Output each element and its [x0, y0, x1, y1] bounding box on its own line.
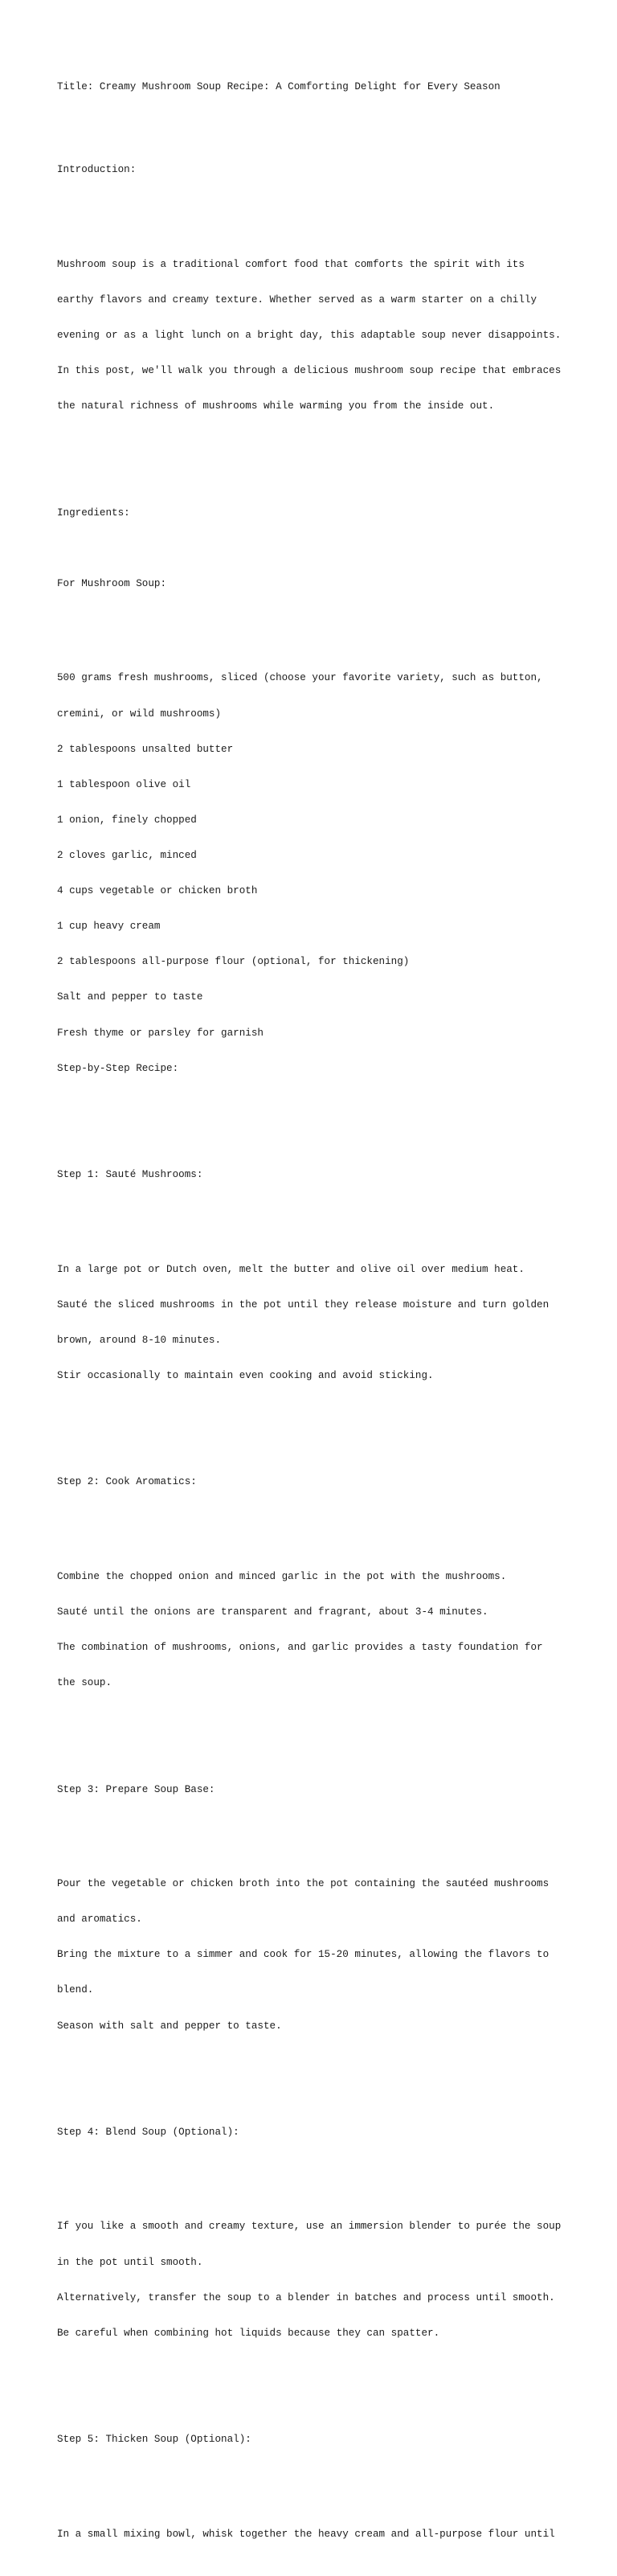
intro-line: Mushroom soup is a traditional comfort food that comforts the spirit with its [57, 258, 525, 270]
spacer [57, 543, 571, 555]
step1-line: Sauté the sliced mushrooms in the pot until they release moisture and turn golden [57, 1298, 550, 1311]
step3-line: Bring the mixture to a simmer and cook for 15-20 minutes, allowing the flavors to [57, 1949, 550, 1961]
intro-line: In this post, we'll walk you through a delicious mushroom soup recipe that embraces [57, 365, 562, 377]
step5-body [57, 2504, 571, 2564]
spacer [57, 2079, 571, 2091]
step2-line: Combine the chopped onion and minced garlic in the pot with the mushrooms. [57, 1570, 507, 1582]
step3-line: and aromatics. [57, 1914, 142, 1926]
document-title: Title: Creamy Mushroom Soup Recipe: A Comforting Delight for Every Season [57, 81, 501, 93]
step3-line: Pour the vegetable or chicken broth into the pot containing the sautéed mushrooms [57, 1878, 550, 1890]
intro-heading: Introduction: [57, 164, 137, 176]
step4-line: in the pot until smooth. [57, 2256, 203, 2268]
spacer [57, 1204, 571, 1216]
ingredient-line: 2 cloves garlic, minced [57, 850, 197, 862]
spacer [57, 2386, 571, 2398]
intro-line: the natural richness of mushrooms while warming you from the inside out. [57, 400, 495, 412]
spacer [57, 460, 571, 472]
step4-body [57, 2197, 571, 2363]
spacer [57, 117, 571, 129]
step3-heading: Step 3: Prepare Soup Base: [57, 1783, 215, 1795]
ingredient-line: Fresh thyme or parsley for garnish [57, 1027, 264, 1039]
step4-line: If you like a smooth and creamy texture, use an immersion blender to purée the soup [57, 2221, 562, 2233]
for-soup-heading: For Mushroom Soup: [57, 577, 167, 589]
step2-heading: Step 2: Cook Aromatics: [57, 1476, 197, 1488]
ingredient-line: 500 grams fresh mushrooms, sliced (choose your favorite variety, such as button, [57, 672, 543, 684]
ingredient-line: 2 tablespoons all-purpose flour (optional, for thickening) [57, 956, 410, 968]
spacer [57, 199, 571, 211]
ingredient-line: Salt and pepper to taste [57, 991, 203, 1003]
step2-body [57, 1547, 571, 1713]
spacer [57, 1819, 571, 1832]
spacer [57, 2162, 571, 2174]
spacer [57, 1122, 571, 1134]
step3-line: blend. [57, 1984, 94, 1996]
ingredient-line: cremini, or wild mushrooms) [57, 708, 222, 720]
ingredient-line: 1 onion, finely chopped [57, 814, 197, 826]
spacer [57, 1737, 571, 1749]
step4-heading: Step 4: Blend Soup (Optional): [57, 2126, 239, 2138]
step5-line: In a small mixing bowl, whisk together the heavy cream and all-purpose flour until [57, 2528, 555, 2540]
step1-line: Stir occasionally to maintain even cooking and avoid sticking. [57, 1369, 434, 1381]
intro-line: evening or as a light lunch on a bright day, this adaptable soup never disappoints. [57, 330, 562, 342]
intro-paragraph [57, 236, 571, 437]
intro-line: earthy flavors and creamy texture. Whether served as a warm starter on a chilly [57, 294, 537, 306]
step1-body [57, 1240, 571, 1405]
step1-line: brown, around 8-10 minutes. [57, 1334, 222, 1346]
step4-line: Be careful when combining hot liquids because they can spatter. [57, 2327, 440, 2339]
step3-line: Season with salt and pepper to taste. [57, 2020, 282, 2032]
ingredient-list [57, 649, 571, 1098]
step2-line: the soup. [57, 1677, 112, 1689]
step1-line: In a large pot or Dutch oven, melt the butter and olive oil over medium heat. [57, 1263, 525, 1275]
spacer [57, 1512, 571, 1524]
ingredient-line: 1 cup heavy cream [57, 921, 161, 933]
ingredients-heading: Ingredients: [57, 507, 130, 519]
spacer [57, 1429, 571, 1441]
ingredient-line: 1 tablespoon olive oil [57, 778, 191, 790]
spacer [57, 2469, 571, 2481]
step5-heading: Step 5: Thicken Soup (Optional): [57, 2434, 251, 2446]
ingredient-line: 4 cups vegetable or chicken broth [57, 885, 258, 897]
step3-body [57, 1855, 571, 2056]
step2-line: The combination of mushrooms, onions, and garlic provides a tasty foundation for [57, 1642, 543, 1654]
step1-heading: Step 1: Sauté Mushrooms: [57, 1169, 203, 1180]
step2-line: Sauté until the onions are transparent and fragrant, about 3-4 minutes. [57, 1606, 488, 1618]
spacer [57, 613, 571, 626]
recipe-heading: Step-by-Step Recipe: [57, 1062, 179, 1074]
step4-line: Alternatively, transfer the soup to a blender in batches and process until smooth. [57, 2291, 555, 2303]
document-page [57, 58, 571, 2576]
ingredient-line: 2 tablespoons unsalted butter [57, 743, 234, 755]
